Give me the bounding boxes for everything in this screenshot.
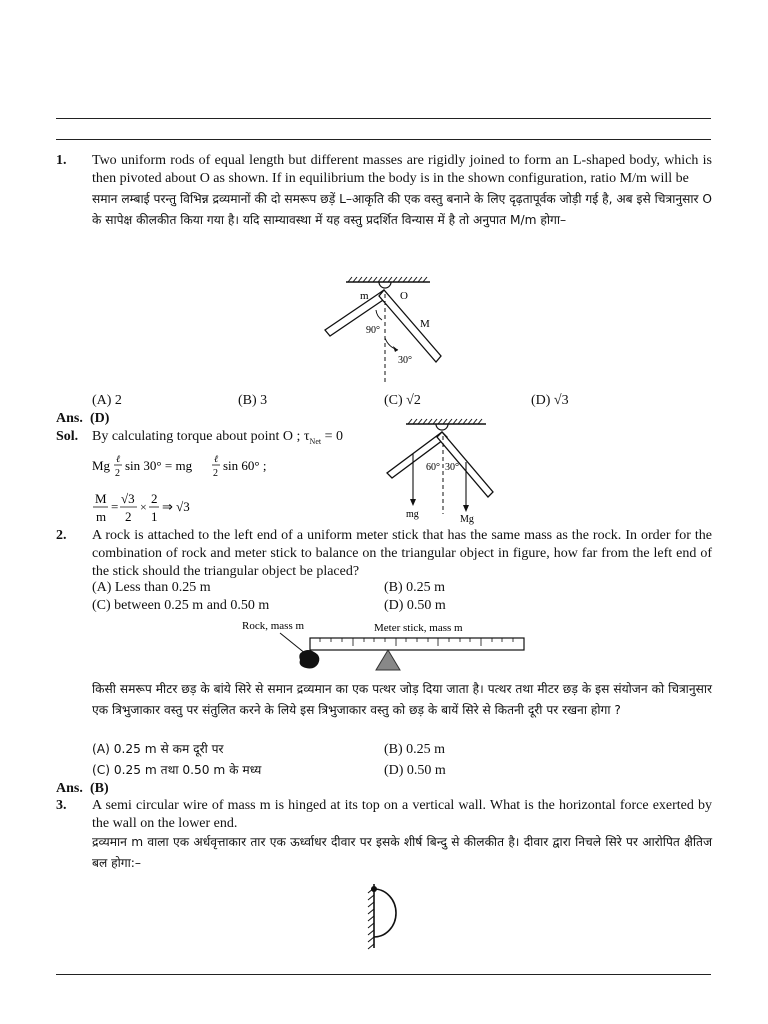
fig-label-O: O xyxy=(400,290,408,302)
rock-shape xyxy=(299,650,319,669)
question-3-english: A semi circular wire of mass m is hinged at its top on a vertical wall. What is the horizontal force exerted by the wall on the lower end. xyxy=(92,798,712,831)
footer-rule xyxy=(56,974,711,975)
eq1-mg: Mg xyxy=(92,458,111,473)
option-d: (D) 0.50 m xyxy=(384,598,446,613)
torque-equation xyxy=(92,450,292,482)
eq2-root3: √3 xyxy=(121,491,135,506)
solution-force-diagram xyxy=(380,418,500,526)
question-1-hindi: समान लम्बाई परन्तु विभिन्न द्रव्यमानों की दो समरूप छड़ें L–आकृति की एक वस्तु बनाने के लिए दृढ़तापूर्वक जोड़ी गई है, अब इसे चित्रानुसार O के सापेक्ष कीलकीत किया गया है। यदि साम्यावस्था में यह वस्तु प्रदर्शित विन्यास में है तो अनुपात M/m होगा– xyxy=(92,192,712,227)
eq2-M: M xyxy=(95,491,107,506)
sol-angle-30: 30° xyxy=(445,462,459,473)
header-rule-bottom xyxy=(56,139,711,140)
tau-symbol: τ xyxy=(303,429,310,444)
fig-angle-30: 30° xyxy=(398,355,412,366)
eq2-times: × xyxy=(140,500,147,514)
answer-label: Ans. xyxy=(56,781,83,796)
eq2-equals: = xyxy=(111,499,119,514)
eq1-ell: ℓ xyxy=(116,454,121,465)
fig-rock-label: Rock, mass m xyxy=(242,620,305,632)
hindi-option-b: (B) 0.25 m xyxy=(384,742,446,757)
eq2-m: m xyxy=(96,509,107,524)
question-number: 1. xyxy=(56,153,67,168)
solution-statement: By calculating torque about point O ; xyxy=(92,429,301,444)
tau-subscript: Net xyxy=(309,436,322,446)
question-number: 2. xyxy=(56,528,67,543)
solution-label: Sol. xyxy=(56,429,79,444)
ratio-equation xyxy=(92,488,232,528)
eq1-two2: 2 xyxy=(213,468,218,479)
eq2-result: ⇒ √3 xyxy=(162,499,190,514)
hindi-option-c: (C) 0.25 m तथा 0.50 m के मध्य xyxy=(92,763,262,777)
answer-value: (D) xyxy=(90,411,110,426)
option-a: (A) 2 xyxy=(92,393,122,408)
fig-label-m: m xyxy=(360,290,369,302)
question-2-english: A rock is attached to the left end of a uniform meter stick that has the same mass as the rock. In order for the combination of rock and meter stick to balance on the triangular object in figure, how far from the left end of the stick should the triangular object be placed? xyxy=(92,528,712,579)
option-b: (B) 3 xyxy=(238,393,268,408)
question-number: 3. xyxy=(56,798,67,813)
answer-value: (B) xyxy=(90,781,109,796)
option-d: (D) √3 xyxy=(531,393,569,408)
solution-text xyxy=(92,428,343,451)
option-c: (C) between 0.25 m and 0.50 m xyxy=(92,598,270,613)
eq2-den2: 2 xyxy=(125,509,132,524)
header-rule-top xyxy=(56,118,711,119)
hindi-option-d: (D) 0.50 m xyxy=(384,763,446,778)
option-a: (A) Less than 0.25 m xyxy=(92,580,211,595)
answer-label: Ans. xyxy=(56,411,83,426)
question-3-hindi: द्रव्यमान m वाला एक अर्धवृत्ताकार तार एक ऊर्ध्वाधर दीवार पर इसके शीर्ष बिन्दु से कीलकीत है। दीवार द्वारा निचले सिरे पर आरोपित क्षैतिज बल होगा:– xyxy=(92,835,712,870)
option-b: (B) 0.25 m xyxy=(384,580,446,595)
question-2-hindi: किसी समरूप मीटर छड़ के बांये सिरे से समान द्रव्यमान का एक पत्थर जोड़ दिया जाता है। पत्थर तथा मीटर छड़ के इस संयोजन को चित्रानुसार एक त्रिभुजाकार वस्तु पर संतुलित करने के लिये इस त्रिभुजाकार वस्तु को छड़ के बायें सिरे से कितनी दूरी पर रखना होगा ? xyxy=(92,682,712,717)
semicircle-wire-figure xyxy=(360,880,410,952)
fig-stick-label: Meter stick, mass m xyxy=(374,622,463,634)
eq1-two: 2 xyxy=(115,468,120,479)
option-c: (C) √2 xyxy=(384,393,421,408)
eq1-mid: sin 30° = mg xyxy=(125,458,193,473)
eq1-right: sin 60° ; xyxy=(223,458,267,473)
question-1-english: Two uniform rods of equal length but different masses are rigidly joined to form an L-shaped body, which is then pivoted about O as shown. If in equilibrium the body is in the shown configuration, ratio M/m will be xyxy=(92,153,712,186)
sol-force-Mg: Mg xyxy=(460,514,474,525)
meter-stick-figure xyxy=(236,616,528,676)
fig-label-M: M xyxy=(420,318,430,330)
eq1-ell2: ℓ xyxy=(214,454,219,465)
question-1-text xyxy=(92,152,712,231)
hindi-option-a: (A) 0.25 m से कम दूरी पर xyxy=(92,742,224,756)
tau-equals: = 0 xyxy=(324,429,344,444)
eq2-num2: 2 xyxy=(151,491,158,506)
sol-angle-60: 60° xyxy=(426,462,440,473)
l-shaped-body-figure xyxy=(318,276,458,386)
fig-angle-90: 90° xyxy=(366,325,380,336)
sol-force-mg: mg xyxy=(406,509,419,520)
eq2-den1: 1 xyxy=(151,509,158,524)
